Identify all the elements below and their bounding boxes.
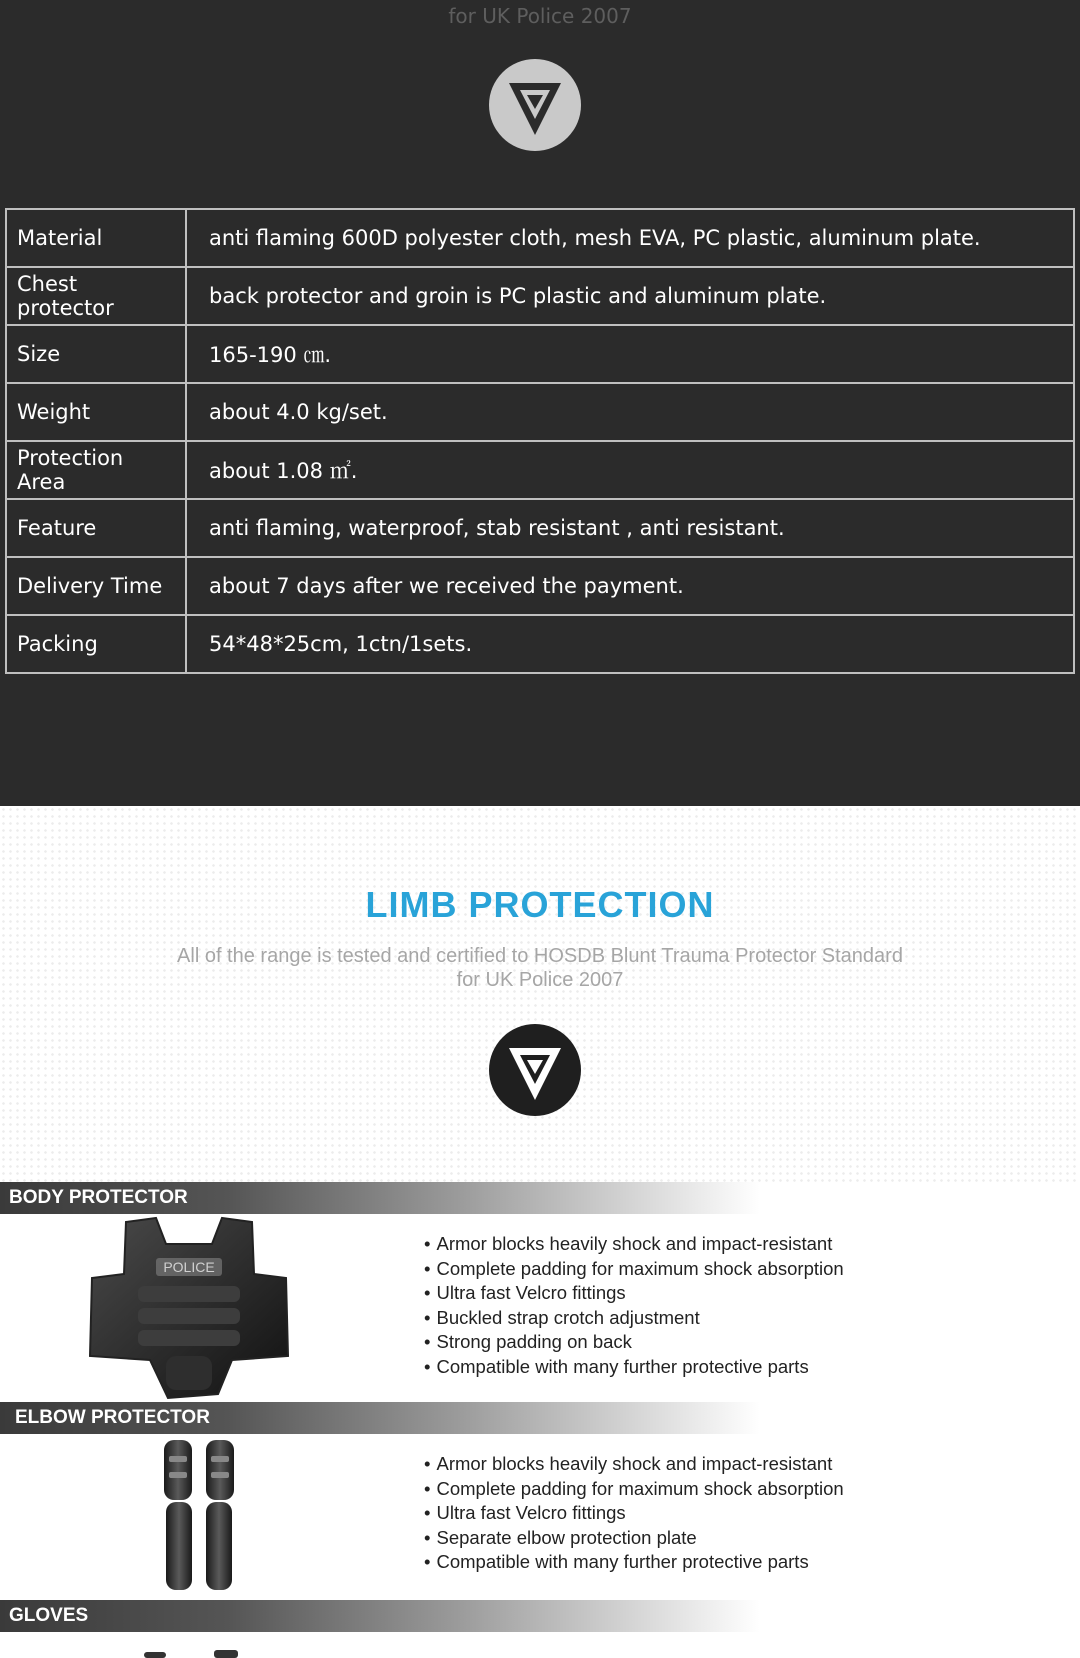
spec-row-weight bbox=[6, 383, 1074, 441]
spec-row-feature bbox=[6, 499, 1074, 557]
spec-value: 54*48*25cm, 1ctn/1sets. bbox=[186, 615, 1074, 673]
spec-value: 165-190 ㎝. bbox=[186, 325, 1074, 383]
feature-item: • Compatible with many further protective parts bbox=[424, 1550, 844, 1575]
spec-value: anti flaming 600D polyester cloth, mesh EVA, PC plastic, aluminum plate. bbox=[186, 209, 1074, 267]
section-title: LIMB PROTECTION bbox=[365, 884, 715, 925]
body-protector-feature-list bbox=[424, 1232, 844, 1379]
logo-badge-top bbox=[489, 59, 581, 151]
spec-label: Delivery Time bbox=[6, 557, 186, 615]
spec-value: about 1.08 ㎡. bbox=[186, 441, 1074, 499]
gloves-image-cut bbox=[130, 1646, 250, 1658]
feature-item: • Ultra fast Velcro fittings bbox=[424, 1501, 844, 1526]
heading-gloves: GLOVES bbox=[0, 1600, 760, 1632]
spec-row-packing bbox=[6, 615, 1074, 673]
spec-label: Weight bbox=[6, 383, 186, 441]
spec-label: Feature bbox=[6, 499, 186, 557]
feature-item: • Buckled strap crotch adjustment bbox=[424, 1306, 844, 1331]
feature-item: • Ultra fast Velcro fittings bbox=[424, 1281, 844, 1306]
spec-value: about 7 days after we received the payment. bbox=[186, 557, 1074, 615]
logo-badge-bottom bbox=[489, 1024, 581, 1116]
spec-value: about 4.0 kg/set. bbox=[186, 383, 1074, 441]
heading-body-protector: BODY PROTECTOR bbox=[0, 1182, 760, 1214]
spec-row-material bbox=[6, 209, 1074, 267]
spec-value: anti flaming, waterproof, stab resistant , anti resistant. bbox=[186, 499, 1074, 557]
feature-item: • Complete padding for maximum shock absorption bbox=[424, 1477, 844, 1502]
spec-row-delivery bbox=[6, 557, 1074, 615]
subtitle-line: for UK Police 2007 bbox=[456, 969, 624, 991]
heading-elbow-protector: ELBOW PROTECTOR bbox=[0, 1402, 760, 1434]
spec-label: Size bbox=[6, 325, 186, 383]
spec-label: Packing bbox=[6, 615, 186, 673]
section-subtitle bbox=[140, 944, 940, 992]
spec-label: Material bbox=[6, 209, 186, 267]
header-cut-text: for UK Police 2007 bbox=[448, 4, 632, 28]
feature-item: • Armor blocks heavily shock and impact-resistant bbox=[424, 1232, 844, 1257]
spec-label: Protection Area bbox=[6, 441, 186, 499]
feature-item: • Compatible with many further protective parts bbox=[424, 1355, 844, 1380]
vest-print-text: POLICE bbox=[163, 1259, 215, 1275]
spec-table bbox=[5, 208, 1075, 674]
spec-row-size bbox=[6, 325, 1074, 383]
elbow-protector-feature-list bbox=[424, 1452, 844, 1575]
spec-label: Chest protector bbox=[6, 267, 186, 325]
spec-row-protection-area bbox=[6, 441, 1074, 499]
spec-row-chest bbox=[6, 267, 1074, 325]
feature-item: • Armor blocks heavily shock and impact-resistant bbox=[424, 1452, 844, 1477]
feature-item: • Separate elbow protection plate bbox=[424, 1526, 844, 1551]
spec-value: back protector and groin is PC plastic and aluminum plate. bbox=[186, 267, 1074, 325]
limb-section-bg bbox=[0, 806, 1080, 1182]
feature-item: • Complete padding for maximum shock absorption bbox=[424, 1257, 844, 1282]
elbow-protector-image bbox=[160, 1436, 240, 1596]
body-protector-vest-image bbox=[86, 1216, 292, 1400]
v-chevron-logo-icon bbox=[489, 1024, 581, 1116]
subtitle-line: All of the range is tested and certified to HOSDB Blunt Trauma Protector Standard bbox=[177, 945, 903, 967]
feature-item: • Strong padding on back bbox=[424, 1330, 844, 1355]
v-chevron-logo-icon bbox=[489, 59, 581, 151]
